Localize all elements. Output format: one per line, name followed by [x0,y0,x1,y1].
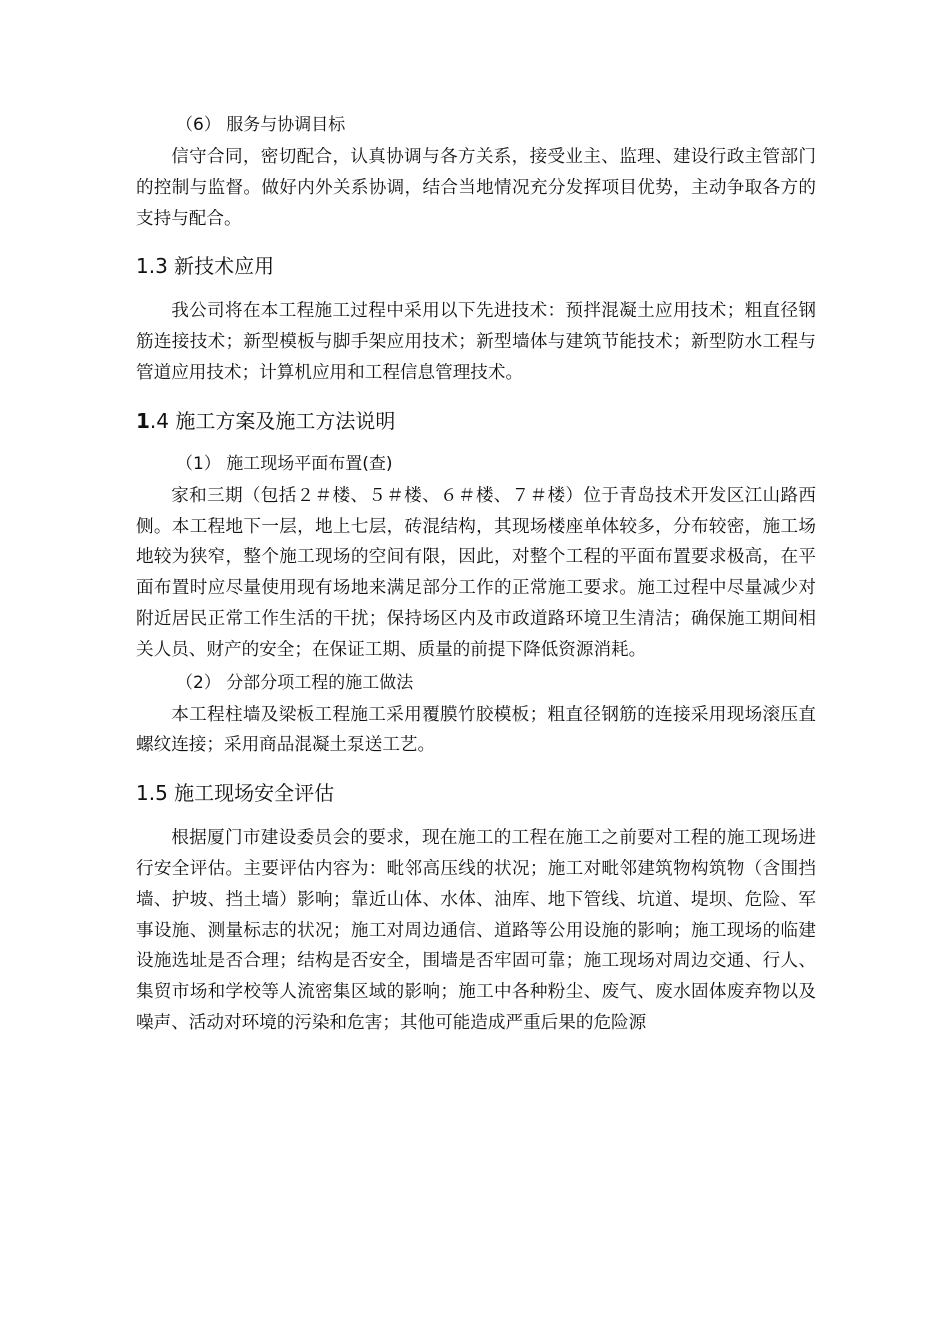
section-heading-safety-assessment: 1.5 施工现场安全评估 [136,781,335,806]
section-heading-new-technology: 1.3 新技术应用 [136,254,275,279]
paragraph-site-layout: 家和三期（包括２＃楼、５＃楼、６＃楼、７＃楼）位于青岛技术开发区江山路西侧。本工程地下一层，地上七层，砖混结构，其现场楼座单体较多，分布较密，施工场地较为狭窄，整个施工现场的空间有限，因此，对整个工程的平面布置要求极高，在平面布置时应尽量使用现有场地来满足部分工作的正常施工要求。施工过程中尽量减少对附近居民正常工作生活的干扰；保持场区内及市政道路环境卫生清洁；确保施工期间相关人员、财产的安全；在保证工期、质量的前提下降低资源消耗。 [136,485,816,660]
subsection-heading-site-layout: （1） 施工现场平面布置(查) [176,453,393,474]
section-heading-construction-plan [136,395,816,447]
paragraph-construction-methods: 本工程柱墙及梁板工程施工采用覆膜竹胶模板；粗直径钢筋的连接采用现场滚压直螺纹连接；采用商品混凝土泵送工艺。 [136,704,816,756]
paragraph-safety-assessment: 根据厦门市建设委员会的要求，现在施工的工程在施工之前要对工程的施工现场进行安全评估。主要评估内容为：毗邻高压线的状况；施工对毗邻建筑物构筑物（含围挡墙、护坡、挡土墙）影响；靠近山体、水体、油库、地下管线、坑道、堤坝、危险、军事设施、测量标志的状况；施工对周边通信、道路等公用设施的影响；施工现场的临建设施选址是否合理；结构是否安全，围墙是否牢固可靠；施工现场对周边交通、行人、集贸市场和学校等人流密集区域的影响；施工中各种粉尘、废气、废水固体废弃物以及噪声、活动对环境的污染和危害；其他可能造成严重后果的危险源 [136,828,816,1033]
section-title-text: .4 施工方案及施工方法说明 [149,408,396,433]
paragraph-new-technology: 我公司将在本工程施工过程中采用以下先进技术：预拌混凝土应用技术；粗直径钢筋连接技术；新型模板与脚手架应用技术；新型墙体与建筑节能技术；新型防水工程与管道应用技术；计算机应用和工程信息管理技术。 [136,301,816,383]
section-number-bold: 1 [136,408,150,433]
document-page [136,108,816,1039]
paragraph-service-coordination: 信守合同，密切配合，认真协调与各方关系，接受业主、监理、建设行政主管部门的控制与监督。做好内外关系协调，结合当地情况充分发挥项目优势，主动争取各方的支持与配合。 [136,147,816,229]
subsection-heading-service-coordination: （6） 服务与协调目标 [176,115,346,135]
subsection-heading-construction-methods: （2） 分部分项工程的施工做法 [176,672,414,693]
